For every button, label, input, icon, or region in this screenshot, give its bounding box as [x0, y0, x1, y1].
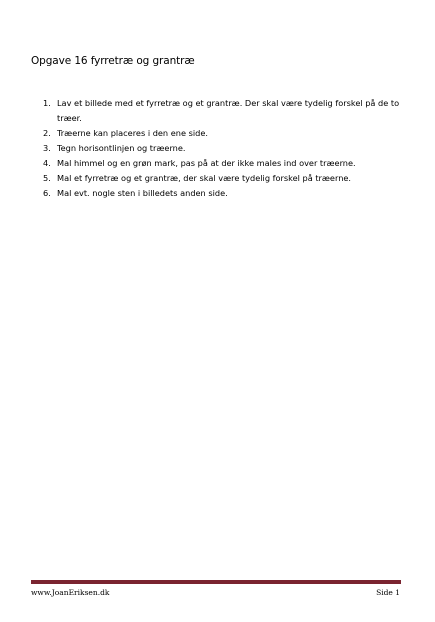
list-item	[38, 171, 410, 186]
task-list	[38, 96, 410, 201]
list-item	[38, 96, 410, 126]
task-text: Træerne kan placeres i den ene side.	[57, 128, 208, 138]
task-number: 3.	[43, 143, 51, 153]
list-item	[38, 186, 410, 201]
list-item	[38, 141, 410, 156]
page-title: Opgave 16 fyrretræ og grantræ	[31, 55, 195, 67]
task-text: Tegn horisontlinjen og træerne.	[57, 143, 186, 153]
task-number: 4.	[43, 158, 51, 168]
task-text: Mal evt. nogle sten i billedets anden side.	[57, 188, 228, 198]
footer-website-link[interactable]: www.JoanEriksen.dk	[31, 588, 110, 597]
task-text: Lav et billede med et fyrretræ og et grantræ. Der skal være tydelig forskel på de to træer.	[57, 98, 400, 123]
task-number: 5.	[43, 173, 51, 183]
list-item	[38, 156, 410, 171]
task-text: Mal himmel og en grøn mark, pas på at der ikke males ind over træerne.	[57, 158, 356, 168]
task-number: 6.	[43, 188, 51, 198]
task-text: Mal et fyrretræ og et grantræ, der skal være tydelig forskel på træerne.	[57, 173, 352, 183]
footer-divider	[31, 580, 401, 584]
task-number: 2.	[43, 128, 51, 138]
page-number: Side 1	[376, 588, 400, 597]
list-item	[38, 126, 410, 141]
task-number: 1.	[43, 98, 51, 108]
